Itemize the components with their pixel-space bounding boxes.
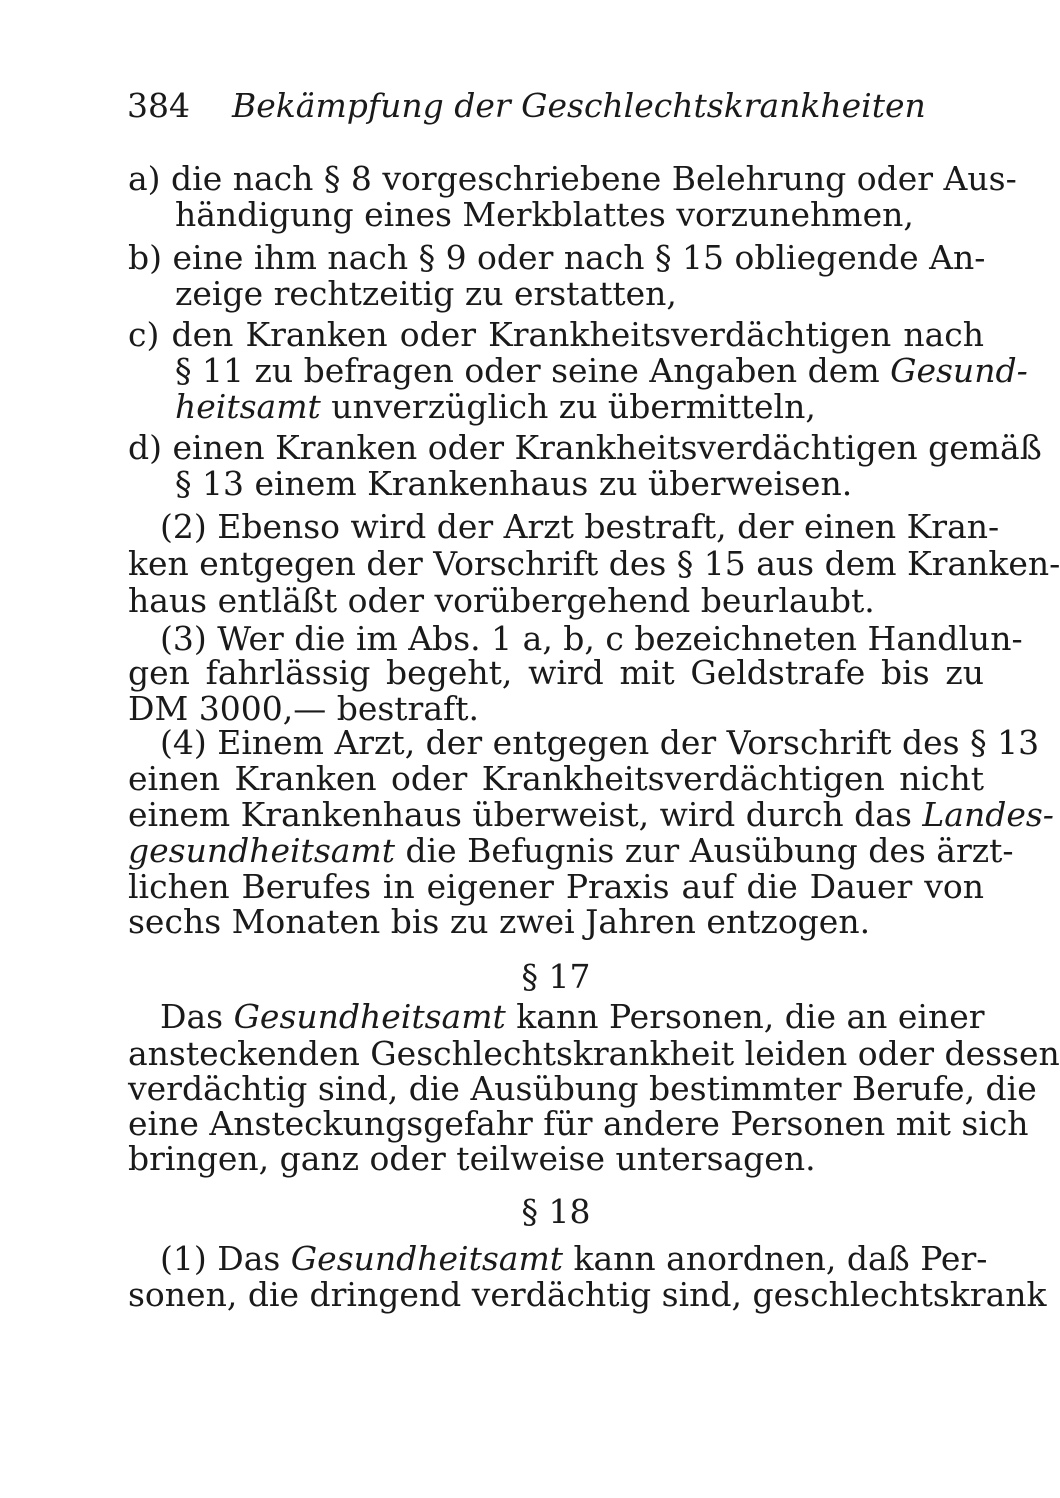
text-line: c) den Kranken oder Krankheitsverdächtigen nach bbox=[128, 315, 984, 354]
text-run: (1) Das bbox=[160, 1239, 291, 1278]
text-line bbox=[128, 795, 1054, 834]
text-line bbox=[128, 831, 1014, 870]
text-line: sechs Monaten bis zu zwei Jahren entzogen. bbox=[128, 902, 871, 941]
text-line: händigung eines Merkblattes vorzunehmen, bbox=[175, 195, 914, 234]
text-line bbox=[175, 351, 1028, 390]
text-line: gen fahrlässig begeht, wird mit Geldstrafe bis zu bbox=[128, 653, 984, 692]
page-number: 384 bbox=[127, 86, 190, 125]
text-line bbox=[160, 998, 984, 1036]
text-line: eine Ansteckungsgefahr für andere Personen mit sich bbox=[128, 1104, 1029, 1143]
text-line: zeige rechtzeitig zu erstatten, bbox=[175, 274, 677, 313]
text-run: unverzüglich zu übermitteln, bbox=[320, 387, 816, 426]
text-line: einen Kranken oder Krankheitsverdächtigen nicht bbox=[128, 759, 984, 798]
running-title: Bekämpfung der Geschlechtskrankheiten bbox=[232, 86, 926, 125]
page-header bbox=[127, 86, 926, 126]
emphasis-text: heitsamt bbox=[175, 387, 321, 426]
text-line: a) die nach § 8 vorgeschriebene Belehrung oder Aus- bbox=[128, 159, 1017, 198]
section-heading-18: § 18 bbox=[521, 1192, 591, 1231]
text-line bbox=[175, 388, 984, 426]
text-line: DM 3000,— bestraft. bbox=[128, 689, 479, 728]
emphasis-text: Gesundheitsamt bbox=[233, 997, 506, 1036]
emphasis-text: Landes- bbox=[922, 795, 1054, 834]
text-run: einem Krankenhaus überweist, wird durch das bbox=[128, 795, 923, 834]
emphasis-text: Gesund- bbox=[890, 351, 1028, 390]
text-run: § 11 zu befragen oder seine Angaben dem bbox=[175, 351, 891, 390]
text-line: verdächtig sind, die Ausübung bestimmter Berufe, die bbox=[128, 1069, 1037, 1108]
text-line: sonen, die dringend verdächtig sind, geschlechtskrank bbox=[128, 1275, 1047, 1314]
text-line: bringen, ganz oder teilweise untersagen. bbox=[128, 1139, 816, 1178]
text-line: lichen Berufes in eigener Praxis auf die Dauer von bbox=[128, 867, 984, 906]
text-line: ken entgegen der Vorschrift des § 15 aus dem Kranken- bbox=[128, 544, 1060, 583]
text-line: (3) Wer die im Abs. 1 a, b, c bezeichneten Handlun- bbox=[160, 619, 1023, 658]
text-line: (2) Ebenso wird der Arzt bestraft, der einen Kran- bbox=[160, 507, 1000, 546]
text-line bbox=[160, 1239, 988, 1278]
text-line: § 13 einem Krankenhaus zu überweisen. bbox=[175, 464, 853, 503]
text-line: d) einen Kranken oder Krankheitsverdächtigen gemäß bbox=[128, 428, 1042, 467]
text-line: (4) Einem Arzt, der entgegen der Vorschrift des § 13 bbox=[160, 723, 1040, 762]
text-run: Das bbox=[160, 997, 234, 1036]
text-run: kann anordnen, daß Per- bbox=[563, 1239, 988, 1278]
text-run: kann Personen, die an einer bbox=[505, 997, 985, 1036]
text-line: ansteckenden Geschlechtskrankheit leiden oder dessen bbox=[128, 1034, 1060, 1073]
text-line: b) eine ihm nach § 9 oder nach § 15 obliegende An- bbox=[128, 238, 986, 277]
emphasis-text: gesundheitsamt bbox=[128, 831, 395, 870]
text-line: haus entläßt oder vorübergehend beurlaubt. bbox=[128, 581, 875, 620]
section-heading-17: § 17 bbox=[521, 957, 591, 996]
emphasis-text: Gesundheitsamt bbox=[290, 1239, 564, 1278]
text-run: die Befugnis zur Ausübung des ärzt- bbox=[394, 831, 1014, 870]
